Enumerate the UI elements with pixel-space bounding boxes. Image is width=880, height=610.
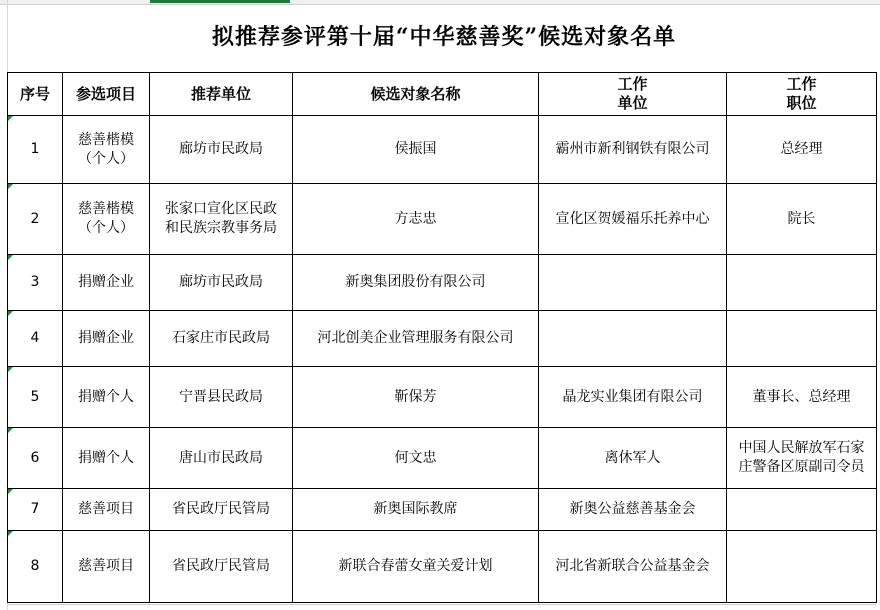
column-header-strip <box>0 0 880 5</box>
cell-position[interactable] <box>727 311 877 367</box>
cell-position[interactable] <box>727 184 877 255</box>
cell-candidate[interactable] <box>293 311 539 367</box>
selected-cell-indicator <box>150 0 290 3</box>
cell-candidate-text: 新奥国际教席 <box>373 501 458 517</box>
cell-seq-text: 8 <box>30 558 40 574</box>
cell-position[interactable] <box>727 428 877 489</box>
cell-candidate-text: 方志忠 <box>394 210 437 227</box>
cell-candidate-text: 新联合春蕾女童关爱计划 <box>338 558 493 574</box>
header-seq[interactable]: 序号 <box>8 73 63 116</box>
cell-work-unit[interactable] <box>539 255 727 311</box>
cell-work-unit[interactable] <box>539 311 727 367</box>
header-position-line2: 职位 <box>786 94 817 112</box>
cell-note-marker-icon <box>8 367 13 372</box>
cell-position-text: 院长 <box>787 210 816 227</box>
cell-position[interactable] <box>727 489 877 531</box>
cell-work-unit[interactable] <box>539 428 727 489</box>
cell-note-marker-icon <box>8 184 13 189</box>
cell-position[interactable] <box>727 255 877 311</box>
cell-candidate-text: 新奥集团股份有限公司 <box>345 274 486 290</box>
cell-recommender[interactable] <box>150 367 293 428</box>
cell-recommender[interactable] <box>150 255 293 311</box>
cell-seq-text: 6 <box>30 449 40 466</box>
header-recommender[interactable]: 推荐单位 <box>150 73 293 116</box>
cell-recommender-text: 省民政厅民管局 <box>172 558 270 574</box>
cell-seq-text: 4 <box>30 330 40 346</box>
header-position[interactable] <box>727 73 877 116</box>
cell-category[interactable] <box>63 311 150 367</box>
cell-recommender[interactable] <box>150 116 293 184</box>
cell-category[interactable] <box>63 428 150 489</box>
cell-candidate-text: 侯振国 <box>394 141 437 157</box>
cell-note-marker-icon <box>8 531 13 536</box>
cell-recommender-text: 和民族宗教事务局 <box>165 220 277 236</box>
cell-recommender-text: 宁晋县民政局 <box>179 388 263 405</box>
cell-position-text: 总经理 <box>780 141 823 157</box>
cell-recommender[interactable] <box>150 428 293 489</box>
cell-note-marker-icon <box>8 255 13 260</box>
cell-recommender-text: 廊坊市民政局 <box>179 141 263 157</box>
cell-recommender[interactable] <box>150 489 293 531</box>
cell-note-marker-icon <box>8 428 13 433</box>
cell-category-text: 慈善项目 <box>78 558 134 574</box>
cell-recommender[interactable] <box>150 531 293 603</box>
cell-note-marker-icon <box>8 311 13 316</box>
cell-position[interactable] <box>727 367 877 428</box>
table-row <box>8 184 877 255</box>
cell-seq[interactable] <box>8 531 63 603</box>
cell-candidate-text: 靳保芳 <box>394 388 437 405</box>
cell-work-unit-text: 晶龙实业集团有限公司 <box>562 388 703 405</box>
cell-work-unit[interactable] <box>539 367 727 428</box>
cell-work-unit[interactable] <box>539 489 727 531</box>
table-row <box>8 367 877 428</box>
cell-category[interactable] <box>63 184 150 255</box>
header-work-unit[interactable] <box>539 73 727 116</box>
cell-category-text: （个人） <box>78 150 134 167</box>
cell-position-text: 庄警备区原副司令员 <box>738 459 865 475</box>
cell-recommender-text: 廊坊市民政局 <box>179 274 263 290</box>
cell-recommender-text: 石家庄市民政局 <box>172 330 270 346</box>
cell-candidate[interactable] <box>293 116 539 184</box>
cell-seq-text: 5 <box>30 388 40 405</box>
cell-category[interactable] <box>63 489 150 531</box>
cell-seq-text: 2 <box>30 210 40 227</box>
cell-seq-text: 1 <box>30 141 40 157</box>
cell-recommender[interactable] <box>150 184 293 255</box>
cell-category-text: （个人） <box>78 220 134 236</box>
cell-candidate[interactable] <box>293 428 539 489</box>
header-category[interactable]: 参选项目 <box>63 73 150 116</box>
cell-category[interactable] <box>63 255 150 311</box>
cell-seq[interactable] <box>8 311 63 367</box>
cell-seq[interactable] <box>8 184 63 255</box>
cell-candidate[interactable] <box>293 184 539 255</box>
cell-position[interactable] <box>727 116 877 184</box>
cell-recommender-text: 省民政厅民管局 <box>172 501 270 517</box>
cell-note-marker-icon <box>8 116 13 121</box>
header-work-unit-line2: 单位 <box>617 94 648 112</box>
cell-category-text: 慈善楷模 <box>78 131 134 148</box>
cell-work-unit-text: 新奥公益慈善基金会 <box>569 501 696 517</box>
cell-candidate[interactable] <box>293 255 539 311</box>
header-row <box>8 73 877 116</box>
cell-work-unit-text: 宣化区贺媛福乐托养中心 <box>555 210 710 227</box>
cell-position-text: 董事长、总经理 <box>752 388 851 405</box>
sheet-bottom-gridline <box>7 604 876 605</box>
cell-work-unit[interactable] <box>539 531 727 603</box>
cell-category-text: 慈善楷模 <box>78 201 134 217</box>
cell-recommender[interactable] <box>150 311 293 367</box>
cell-candidate-text: 河北创美企业管理服务有限公司 <box>317 330 514 346</box>
cell-category-text: 捐赠个人 <box>78 449 134 466</box>
cell-position[interactable] <box>727 531 877 603</box>
table-row <box>8 489 877 531</box>
cell-category-text: 捐赠企业 <box>78 274 134 290</box>
cell-category[interactable] <box>63 367 150 428</box>
cell-candidate-text: 何文忠 <box>394 449 437 466</box>
table-row <box>8 428 877 489</box>
cell-position-text: 中国人民解放军石家 <box>738 440 865 456</box>
cell-seq[interactable] <box>8 489 63 531</box>
cell-candidate[interactable] <box>293 531 539 603</box>
cell-note-marker-icon <box>8 489 13 494</box>
cell-work-unit[interactable] <box>539 116 727 184</box>
cell-seq[interactable] <box>8 255 63 311</box>
cell-recommender-text: 唐山市民政局 <box>179 449 263 466</box>
header-position-line1: 工作 <box>786 75 817 93</box>
cell-candidate[interactable] <box>293 489 539 531</box>
cell-seq[interactable] <box>8 116 63 184</box>
cell-seq[interactable] <box>8 367 63 428</box>
document-title: 拟推荐参评第十届“中华慈善奖”候选对象名单 <box>211 24 677 50</box>
cell-category-text: 捐赠企业 <box>78 330 134 346</box>
cell-work-unit-text: 河北省新联合公益基金会 <box>555 558 710 574</box>
cell-recommender-text: 张家口宣化区民政 <box>165 201 277 217</box>
cell-seq[interactable] <box>8 428 63 489</box>
table-row <box>8 255 877 311</box>
cell-category[interactable] <box>63 116 150 184</box>
cell-work-unit-text: 霸州市新利钢铁有限公司 <box>555 141 710 157</box>
cell-category-text: 捐赠个人 <box>78 388 134 405</box>
cell-seq-text: 7 <box>30 501 40 517</box>
candidate-table <box>7 72 877 603</box>
table-row <box>8 531 877 603</box>
cell-work-unit-text: 离休军人 <box>604 449 661 466</box>
cell-work-unit[interactable] <box>539 184 727 255</box>
cell-candidate[interactable] <box>293 367 539 428</box>
table-row <box>8 311 877 367</box>
cell-category[interactable] <box>63 531 150 603</box>
header-work-unit-line1: 工作 <box>617 75 648 93</box>
table-row <box>8 116 877 184</box>
header-candidate[interactable]: 候选对象名称 <box>293 73 539 116</box>
cell-seq-text: 3 <box>30 274 40 290</box>
cell-category-text: 慈善项目 <box>78 501 134 517</box>
